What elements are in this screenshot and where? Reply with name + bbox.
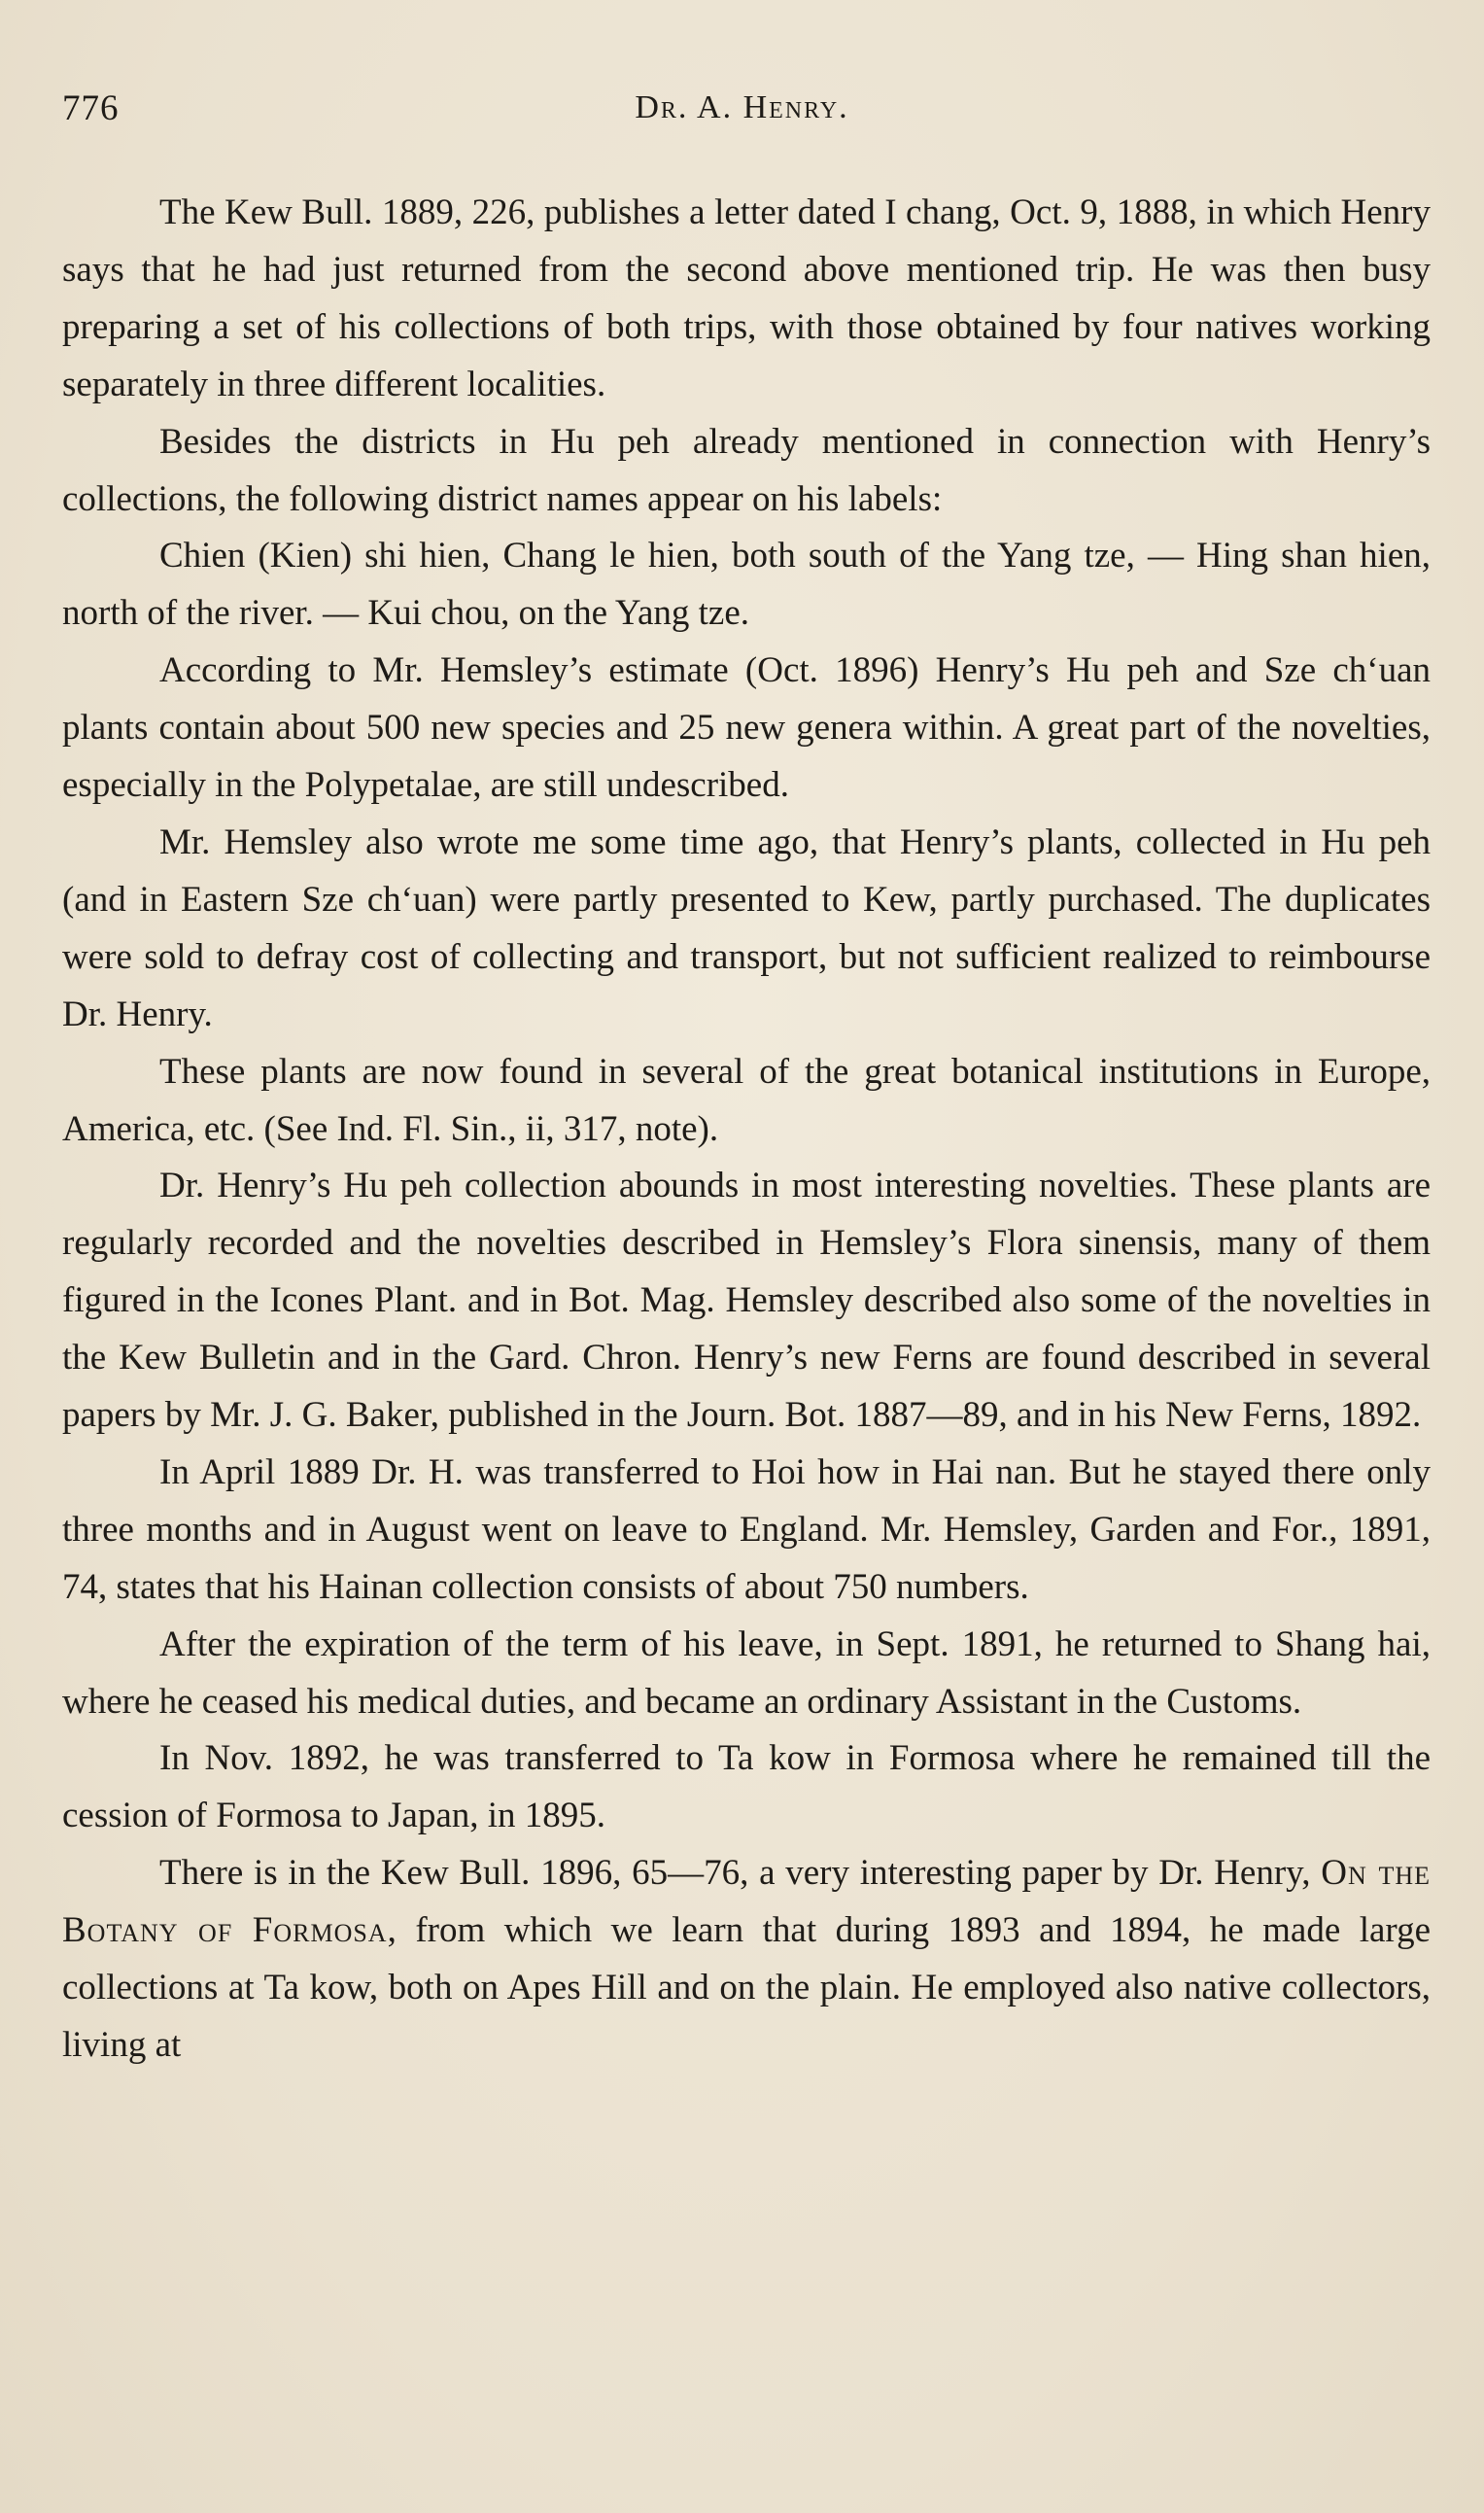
page-number: 776 xyxy=(62,88,120,128)
page-header xyxy=(62,87,1422,136)
paragraph: Chien (Kien) shi hien, Chang le hien, both south of the Yang tze, — Hing shan hien, north of the river. — Kui chou, on the Yang tze. xyxy=(62,536,1431,634)
paragraph: The Kew Bull. 1889, 226, publishes a letter dated I chang, Oct. 9, 1888, in which Henry says that he had just returned from the second above mentioned trip. He was then busy preparing a set of his collections of both trips, with those obtained by four natives working separately in three different localities. xyxy=(62,192,1431,404)
paragraph: Besides the districts in Hu peh already mentioned in connection with Henry’s collections, the following district names appear on his labels: xyxy=(62,421,1431,519)
paragraph: According to Mr. Hemsley’s estimate (Oct. 1896) Henry’s Hu peh and Sze chʻuan plants contain about 500 new species and 25 new genera within. A great part of the novelties, especially in the Polypetalae, are still undescribed. xyxy=(62,650,1431,806)
running-head: Dr. A. Henry. xyxy=(635,89,849,125)
paragraph: Mr. Hemsley also wrote me some time ago, that Henry’s plants, collected in Hu peh (and in Eastern Sze chʻuan) were partly presented to Kew, partly purchased. The duplicates were sold to defray cost of collecting and transport, but not sufficient realized to reimbourse Dr. Henry. xyxy=(62,821,1431,1034)
paragraph: In April 1889 Dr. H. was transferred to Hoi how in Hai nan. But he stayed there only three months and in August went on leave to England. Mr. Hemsley, Garden and For., 1891, 74, states that his Hainan collection consists of about 750 numbers. xyxy=(62,1451,1431,1607)
paragraph-text: There is in the Kew Bull. 1896, 65—76, a very interesting paper by Dr. Henry, xyxy=(159,1853,1322,1894)
paragraph: In Nov. 1892, he was transferred to Ta kow in Formosa where he remained till the cession of Formosa to Japan, in 1895. xyxy=(62,1738,1431,1836)
paragraph: Dr. Henry’s Hu peh collection abounds in most interesting novelties. These plants are regularly recorded and the novelties described in Hemsley’s Flora sinensis, many of them figured in the Icones Plant. and in Bot. Mag. Hemsley described also some of the novelties in the Kew Bulletin and in the Gard. Chron. Henry’s new Ferns are found described in several papers by Mr. J. G. Baker, published in the Journ. Bot. 1887—89, and in his New Ferns, 1892. xyxy=(62,1166,1431,1436)
article-title: On the Botany of Formosa xyxy=(62,1853,1431,1951)
paragraph-text: , from which we learn that during 1893 and 1894, he made large collections at Ta kow, both on Apes Hill and on the plain. He employed also native collectors, living at xyxy=(62,1910,1431,2065)
paragraph: After the expiration of the term of his leave, in Sept. 1891, he returned to Shang hai, where he ceased his medical duties, and became an ordinary Assistant in the Customs. xyxy=(62,1623,1431,1722)
paragraph-last xyxy=(62,1845,1431,2075)
paragraph: These plants are now found in several of the great botanical institutions in Europe, America, etc. (See Ind. Fl. Sin., ii, 317, note). xyxy=(62,1051,1431,1149)
body-text xyxy=(62,185,1431,2075)
